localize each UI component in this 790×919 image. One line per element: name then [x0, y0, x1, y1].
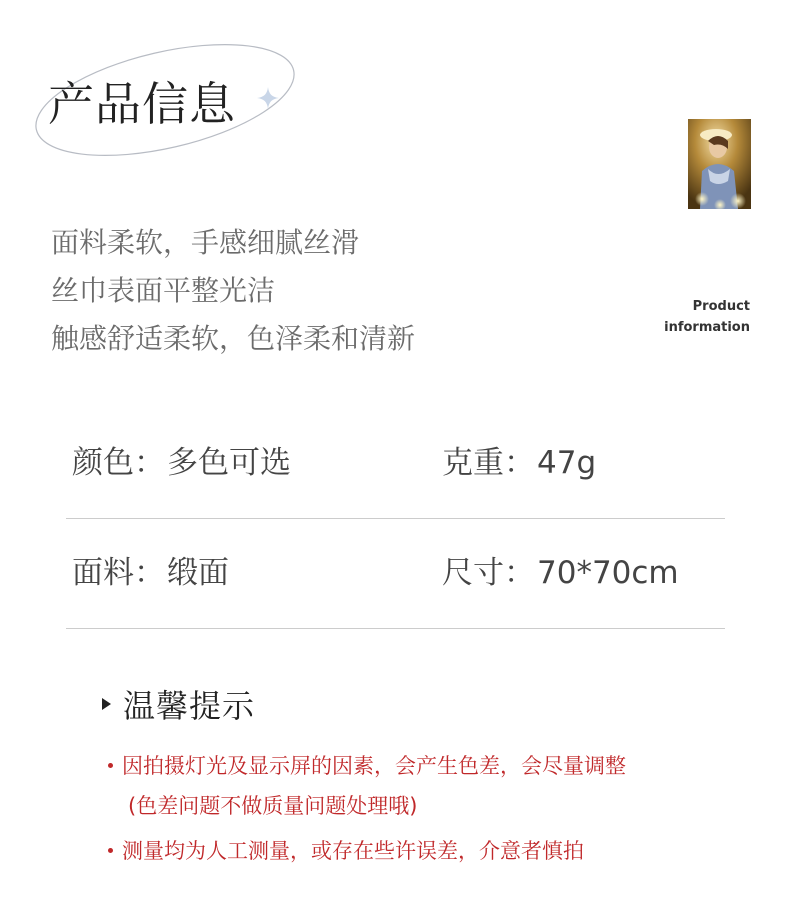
tip-text: 因拍摄灯光及显示屏的因素，会产生色差，会尽量调整	[122, 754, 626, 778]
description-line: 丝巾表面平整光洁	[51, 274, 276, 307]
spec-value: 多色可选	[167, 445, 291, 481]
spec-label: 面料：	[72, 555, 165, 591]
spec-value: 70*70cm	[537, 555, 679, 591]
sparkle-icon	[256, 86, 280, 110]
description	[51, 219, 415, 363]
tips-heading	[102, 680, 255, 728]
bullet-dot-icon	[108, 763, 113, 768]
tips-title: 温馨提示	[123, 687, 256, 725]
tip-item	[108, 831, 626, 871]
title-block	[34, 36, 304, 166]
description-line: 触感舒适柔软，色泽柔和清新	[51, 322, 416, 355]
product-photo	[688, 119, 751, 209]
caption-line-information: information	[664, 320, 750, 335]
spec-label: 颜色：	[72, 445, 165, 481]
spec-color	[72, 408, 291, 518]
spec-row	[66, 518, 725, 629]
tip-item	[108, 746, 626, 786]
spec-row	[66, 408, 725, 519]
triangle-bullet-icon	[102, 698, 111, 710]
spec-weight	[442, 408, 596, 518]
spec-value: 缎面	[167, 555, 229, 591]
spec-value: 47g	[537, 445, 597, 481]
spec-label: 克重：	[442, 445, 535, 481]
tips-list	[108, 746, 626, 871]
spec-size	[442, 518, 679, 628]
tip-text: (色差问题不做质量问题处理哦)	[128, 794, 418, 818]
bullet-dot-icon	[108, 848, 113, 853]
spec-fabric	[72, 518, 229, 628]
page-title: 产品信息	[48, 77, 236, 131]
caption-line-product: Product	[692, 299, 750, 314]
description-line: 面料柔软，手感细腻丝滑	[51, 226, 360, 259]
product-information-caption	[664, 296, 750, 338]
tip-text: 测量均为人工测量，或存在些许误差，介意者慎拍	[122, 839, 584, 863]
spec-label: 尺寸：	[442, 555, 535, 591]
tip-item-continuation	[108, 786, 626, 826]
